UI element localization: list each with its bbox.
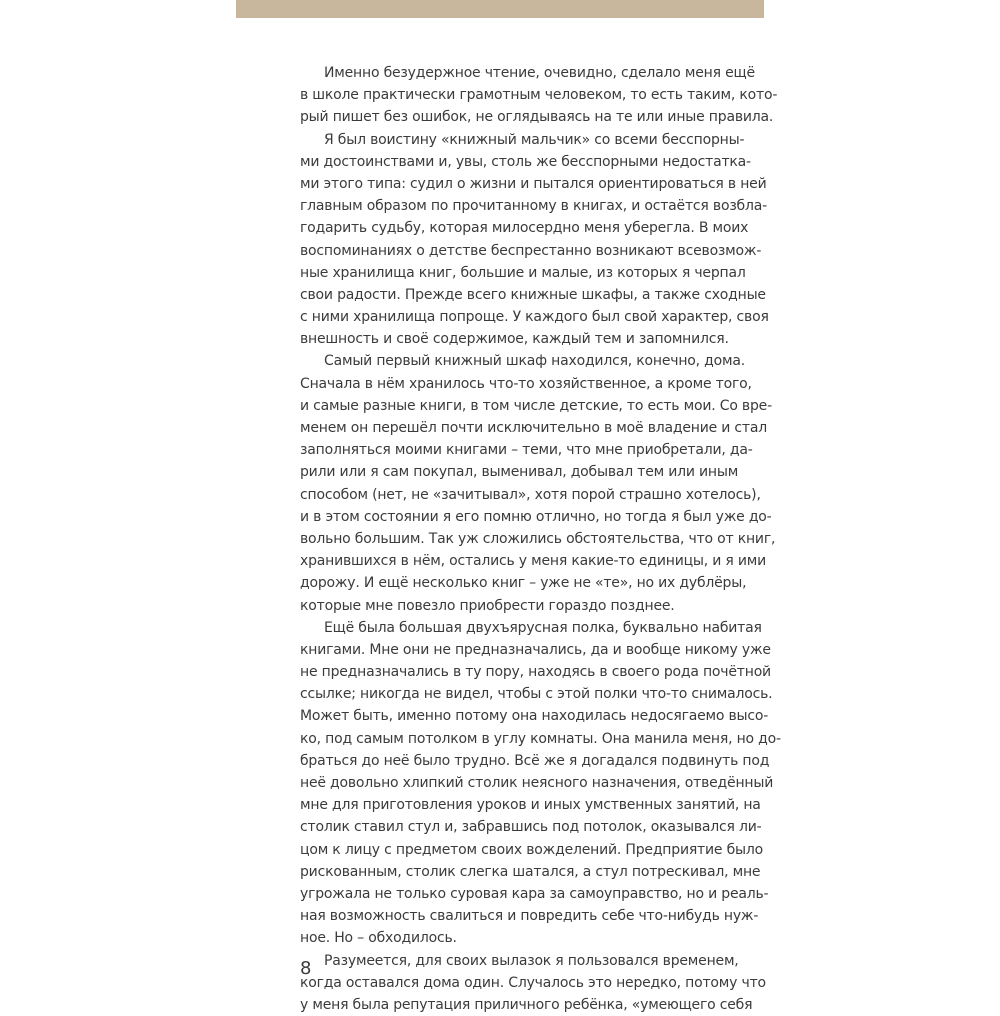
text-line: которые мне повезло приобрести гораздо позднее. xyxy=(300,595,716,617)
text-line: способом (нет, не «зачитывал», хотя порой страшно хотелось), xyxy=(300,484,716,506)
text-line: с ними хранилища попроще. У каждого был свой характер, своя xyxy=(300,306,716,328)
text-line: браться до неё было трудно. Всё же я догадался подвинуть под xyxy=(300,750,716,772)
text-line: в школе практически грамотным человеком, то есть таким, кото- xyxy=(300,84,716,106)
text-line: ми достоинствами и, увы, столь же бесспорными недостатка- xyxy=(300,151,716,173)
paragraph xyxy=(300,350,716,616)
text-line: неё довольно хлипкий столик неясного назначения, отведённый xyxy=(300,772,716,794)
text-line: главным образом по прочитанному в книгах, и остаётся возбла- xyxy=(300,195,716,217)
text-line: свои радости. Прежде всего книжные шкафы, а также сходные xyxy=(300,284,716,306)
text-line: заполняться моими книгами – теми, что мне приобретали, да- xyxy=(300,439,716,461)
text-line: у меня была репутация приличного ребёнка, «умеющего себя xyxy=(300,994,716,1016)
paragraph xyxy=(300,129,716,351)
text-line: книгами. Мне они не предназначались, да и вообще никому уже xyxy=(300,639,716,661)
text-line: столик ставил стул и, забравшись под потолок, оказывался ли- xyxy=(300,816,716,838)
text-line: ная возможность свалиться и повредить себе что-нибудь нуж- xyxy=(300,905,716,927)
text-line: дорожу. И ещё несколько книг – уже не «те», но их дублёры, xyxy=(300,572,716,594)
paragraph xyxy=(300,617,716,950)
text-line: Самый первый книжный шкаф находился, конечно, дома. xyxy=(300,350,716,372)
text-line: рискованным, столик слегка шатался, а стул потрескивал, мне xyxy=(300,861,716,883)
body-text xyxy=(300,62,716,1016)
text-line: хранившихся в нём, остались у меня какие-то единицы, и я ими xyxy=(300,550,716,572)
text-line: ссылке; никогда не видел, чтобы с этой полки что-то снималось. xyxy=(300,683,716,705)
text-line: когда оставался дома один. Случалось это нередко, потому что xyxy=(300,972,716,994)
text-line: вольно большим. Так уж сложились обстоятельства, что от книг, xyxy=(300,528,716,550)
text-line: рый пишет без ошибок, не оглядываясь на те или иные правила. xyxy=(300,106,716,128)
text-line: угрожала не только суровая кара за самоуправство, но и реаль- xyxy=(300,883,716,905)
text-line: ные хранилища книг, большие и малые, из которых я черпал xyxy=(300,262,716,284)
text-line: и в этом состоянии я его помню отлично, но тогда я был уже до- xyxy=(300,506,716,528)
text-line: менем он перешёл почти исключительно в моё владение и стал xyxy=(300,417,716,439)
paragraph xyxy=(300,950,716,1016)
text-line: ми этого типа: судил о жизни и пытался ориентироваться в ней xyxy=(300,173,716,195)
text-line: годарить судьбу, которая милосердно меня уберегла. В моих xyxy=(300,217,716,239)
text-line: воспоминаниях о детстве беспрестанно возникают всевозмож- xyxy=(300,240,716,262)
text-line: Именно безудержное чтение, очевидно, сделало меня ещё xyxy=(300,62,716,84)
paragraph xyxy=(300,62,716,129)
text-line: не предназначались в ту пору, находясь в своего рода почётной xyxy=(300,661,716,683)
text-line: рили или я сам покупал, выменивал, добывал тем или иным xyxy=(300,461,716,483)
text-line: Сначала в нём хранилось что-то хозяйственное, а кроме того, xyxy=(300,373,716,395)
text-line: ко, под самым потолком в углу комнаты. Она манила меня, но до- xyxy=(300,728,716,750)
header-band xyxy=(236,0,764,18)
text-line: Я был воистину «книжный мальчик» со всеми бесспорны- xyxy=(300,129,716,151)
text-line: Разумеется, для своих вылазок я пользовался временем, xyxy=(300,950,716,972)
text-line: Ещё была большая двухъярусная полка, буквально набитая xyxy=(300,617,716,639)
text-line: цом к лицу с предметом своих вожделений. Предприятие было xyxy=(300,839,716,861)
text-line: мне для приготовления уроков и иных умственных занятий, на xyxy=(300,794,716,816)
text-line: ное. Но – обходилось. xyxy=(300,927,716,949)
page-number: 8 xyxy=(300,958,311,979)
text-line: Может быть, именно потому она находилась недосягаемо высо- xyxy=(300,705,716,727)
text-line: и самые разные книги, в том числе детские, то есть мои. Со вре- xyxy=(300,395,716,417)
text-line: внешность и своё содержимое, каждый тем и запомнился. xyxy=(300,328,716,350)
